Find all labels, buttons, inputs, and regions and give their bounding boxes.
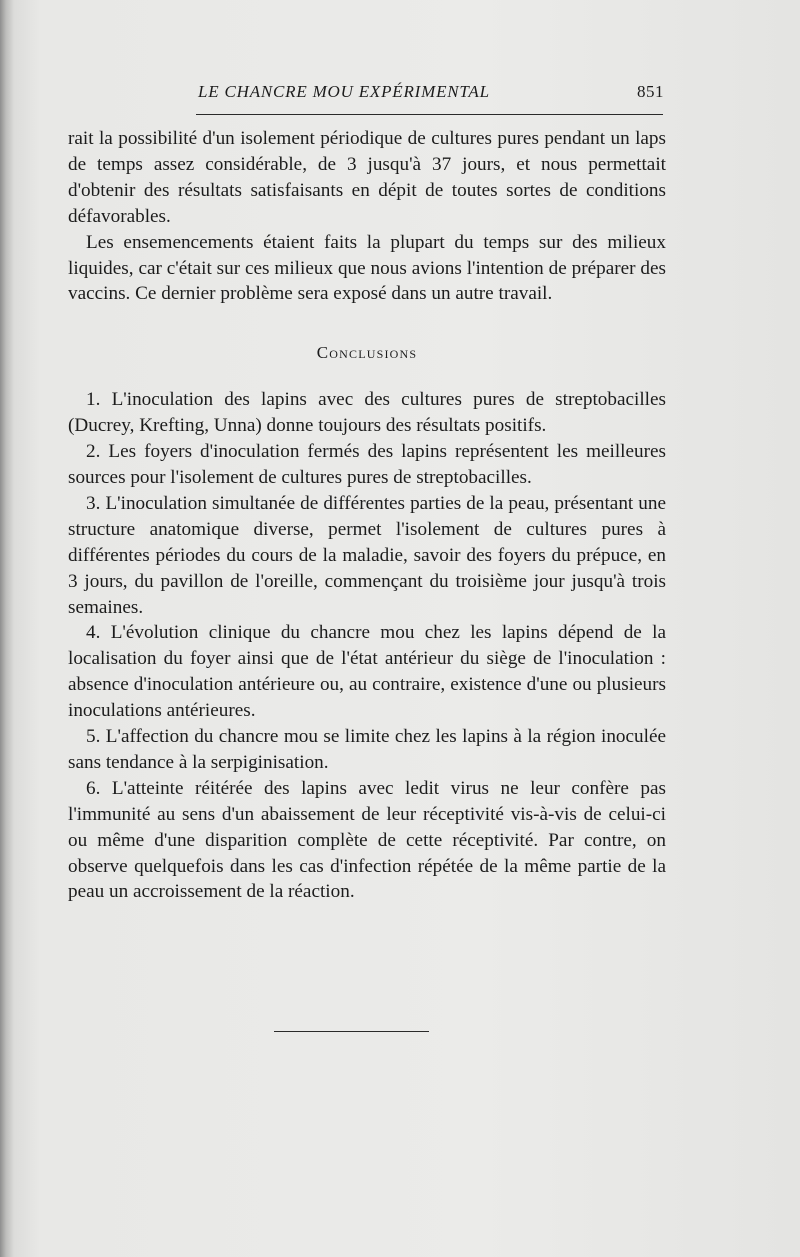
conclusion-item-2: 2. Les foyers d'inoculation fermés des lapins représentent les meilleures sources pour l'isolement de cultures pures de streptobacilles. xyxy=(68,441,666,488)
conclusion-item-3: 3. L'inoculation simultanée de différentes parties de la peau, présentant une structure anatomique diverse, permet l'isolement de cultures pures à différentes périodes du cours de la maladie, savoir des foyers du prépuce, en 3 jours, du pavillon de l'oreille, commençant du troisième jour jusqu'à trois semaines. xyxy=(68,492,666,618)
header-rule xyxy=(196,114,663,115)
conclusion-item-4: 4. L'évolution clinique du chancre mou chez les lapins dépend de la localisation du foyer ainsi que de l'état antérieur du siège de l'inoculation : absence d'inoculation antérieure ou, au contraire, existence d'une ou plusieurs inoculations antérieures. xyxy=(68,622,666,722)
end-rule xyxy=(274,1031,429,1032)
running-title: LE CHANCRE MOU EXPÉRIMENTAL xyxy=(198,82,490,101)
paragraph: Les ensemencements étaient faits la plupart du temps sur des milieux liquides, car c'était sur ces milieux que nous avions l'intention de préparer des vaccins. Ce dernier problème sera exposé dans un autre travail. xyxy=(68,231,666,305)
section-title: Conclusions xyxy=(316,343,418,363)
conclusion-item-1: 1. L'inoculation des lapins avec des cultures pures de streptobacilles (Ducrey, Krefting, Unna) donne toujours des résultats positifs. xyxy=(68,389,666,437)
paragraph-continued: rait la possibilité d'un isolement périodique de cultures pures pendant un laps de temps assez considérable, de 3 jusqu'à 37 jours, et nous permettait d'obtenir des résultats satisfaisants en dépit de toutes sortes de conditions défavorables. xyxy=(68,128,666,227)
conclusion-item-6: 6. L'atteinte réitérée des lapins avec ledit virus ne leur confère pas l'immunité au sens d'un abaissement de leur réceptivité vis-à-vis de celui-ci ou même d'une disparition complète de cette réceptivité. Par contre, on observe quelquefois dans les cas d'infection répétée de la même partie de la peau un accroissement de la réaction. xyxy=(68,777,666,903)
page-number: 851 xyxy=(637,82,664,101)
body-text xyxy=(68,126,666,905)
conclusion-item-5: 5. L'affection du chancre mou se limite chez les lapins à la région inoculée sans tendance à la serpiginisation. xyxy=(68,726,666,773)
